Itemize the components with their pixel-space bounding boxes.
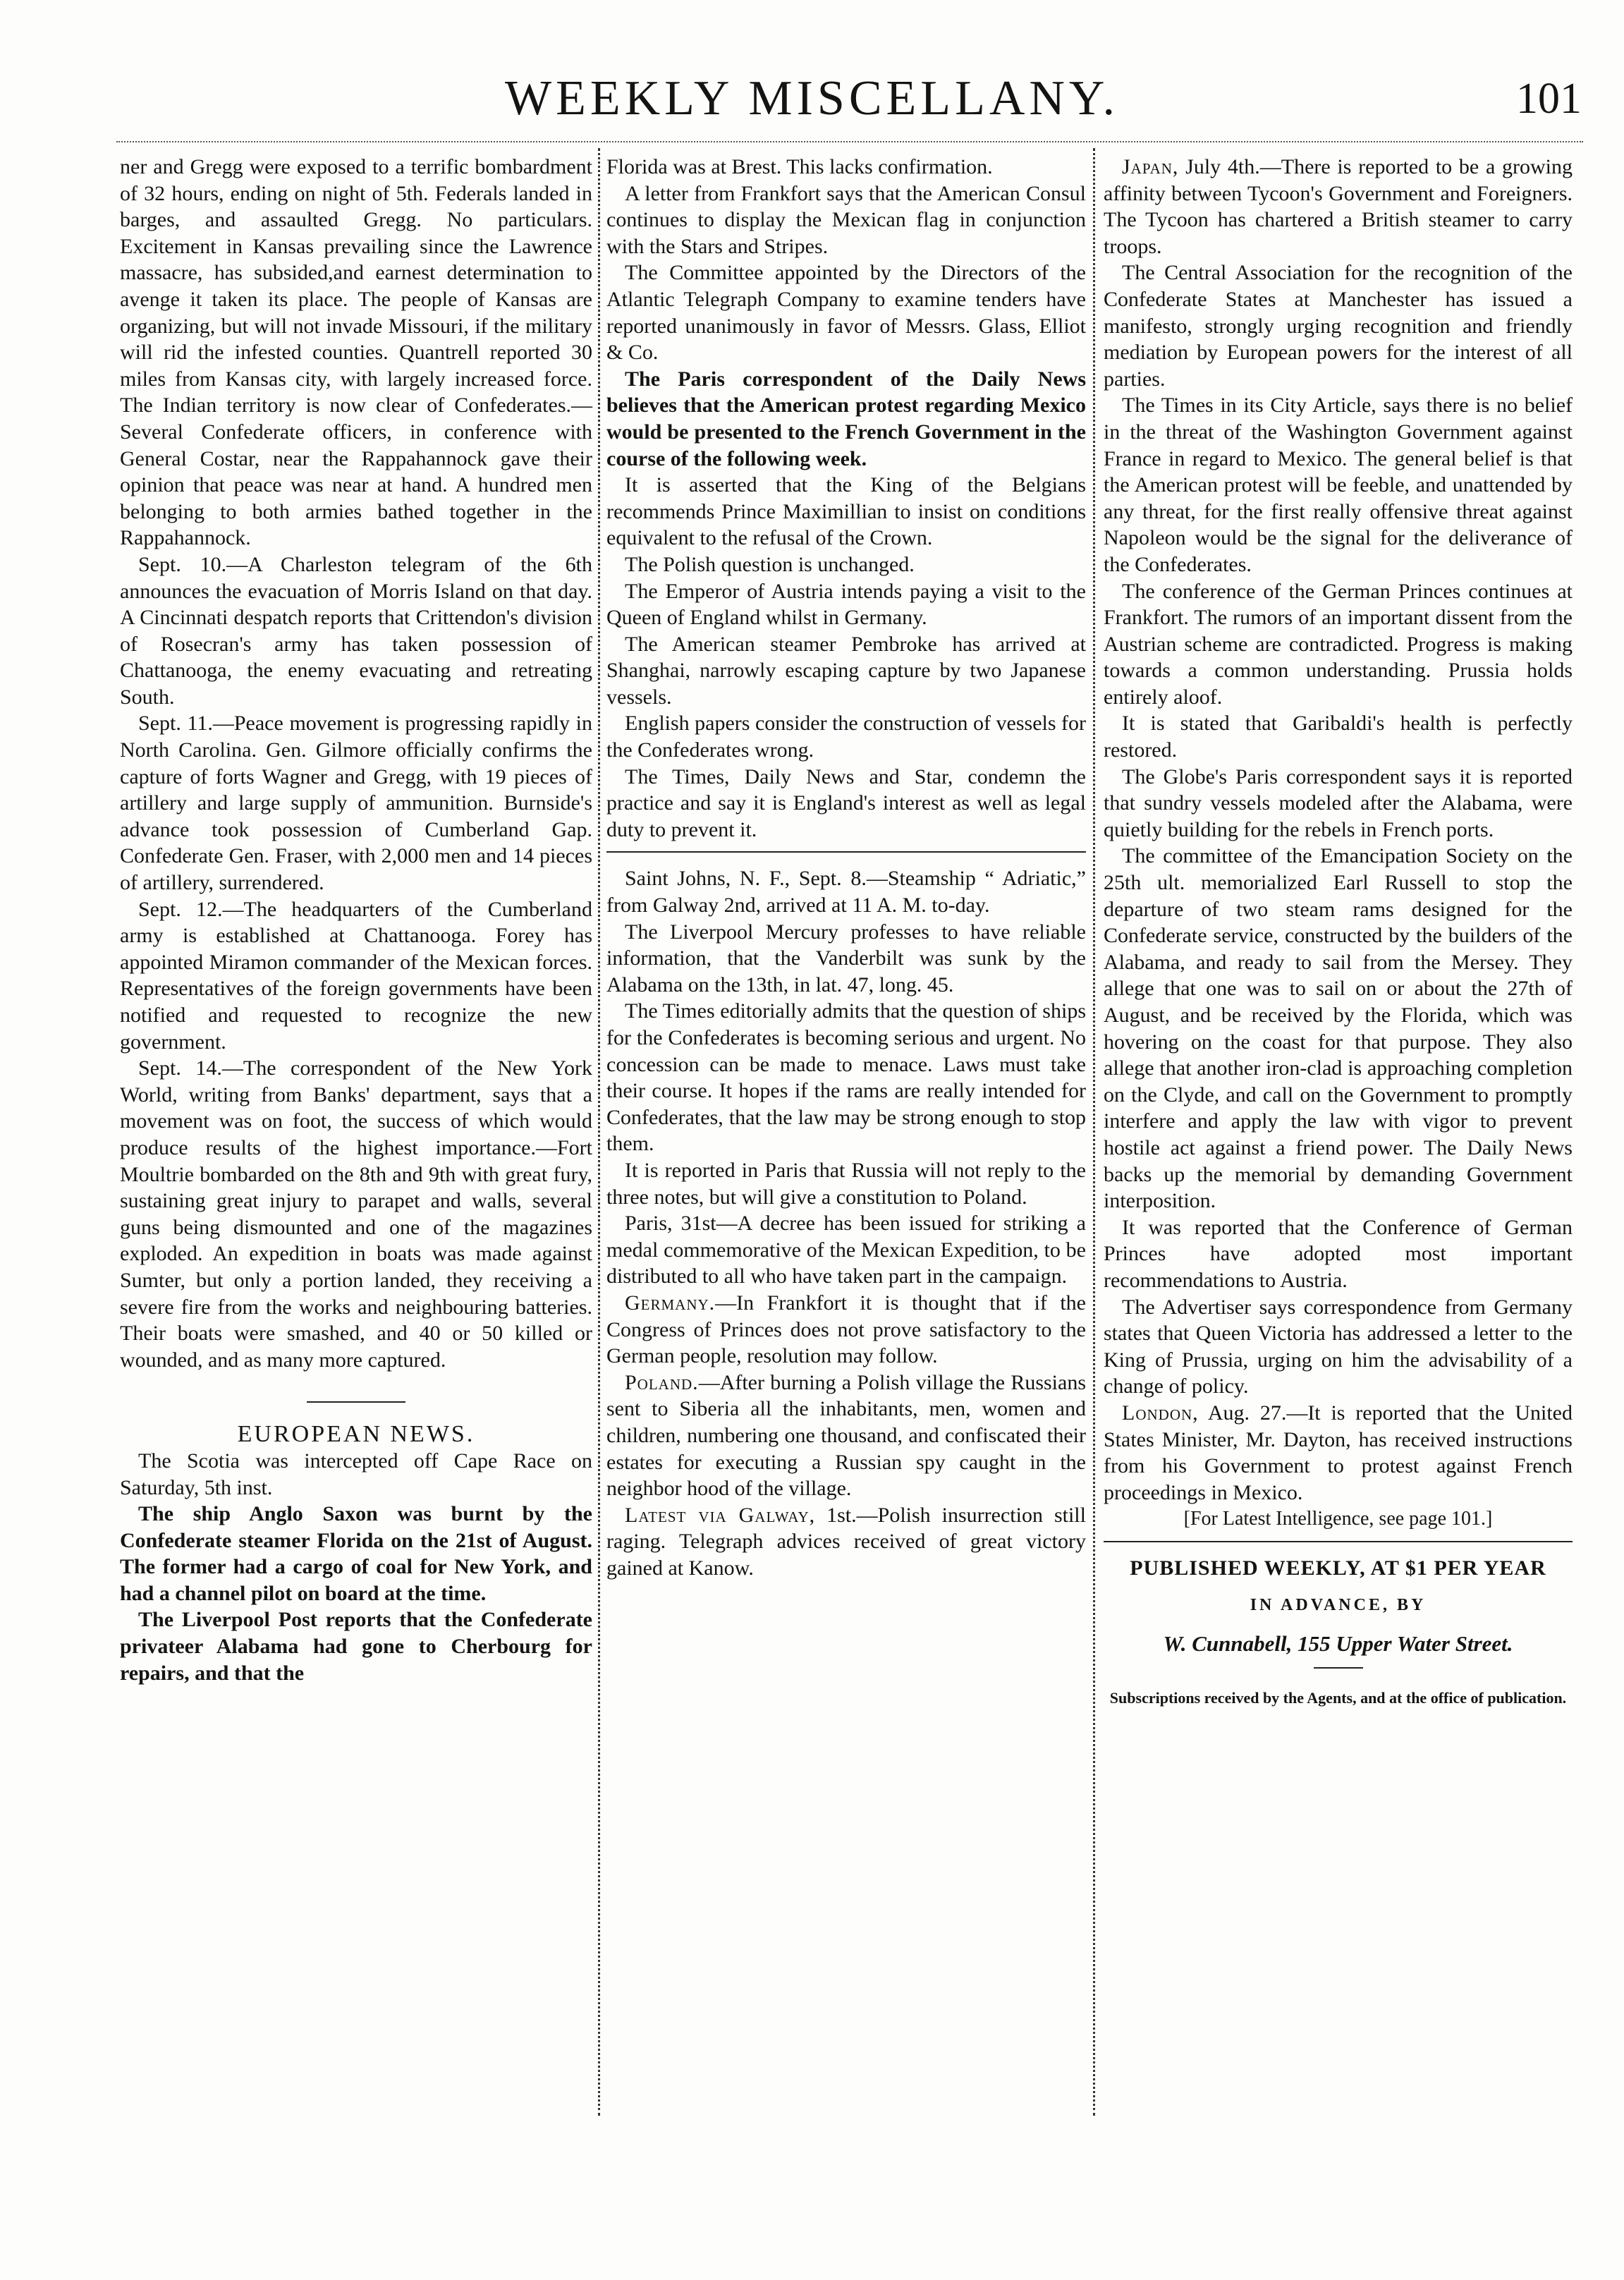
dateline: Japan,	[1122, 155, 1179, 178]
publication-advance: IN ADVANCE, BY	[1250, 1596, 1427, 1615]
divider	[1314, 1667, 1363, 1669]
paragraph-body: 1st.—Polish insurrection still raging. Telegraph advices received of great victory gained at Kanow.	[606, 1503, 1086, 1580]
dateline: Latest via Galway,	[625, 1503, 816, 1527]
paragraph: It is stated that Garibaldi's health is perfectly restored.	[1104, 712, 1573, 762]
paragraph	[606, 1290, 1086, 1370]
section-divider	[307, 1401, 405, 1403]
paragraph: English papers consider the construction of vessels for the Confederates wrong.	[606, 712, 1087, 762]
paragraph: The committee of the Emancipation Society on the 25th ult. memorialized Earl Russell to stop the departure of two steam rams designed for the Confederate service, constructed by the builders of the Alabama, and ready to sail from the Mersey. They allege that one was to sail on or about the 27th of August, and be received by the Florida, which was hovering on the coast for that purpose. They also allege that another iron-clad is approaching completion on the Clyde, and call on the Government to promptly interfere and apply the law with vigor to prevent hostile act against a friend power. The Daily News backs up the memorial by demanding Government interposition.	[1104, 844, 1573, 1213]
paragraph: The ship Anglo Saxon was burnt by the Confederate steamer Florida on the 21st of August. The former had a cargo of coal for New York, and had a channel pilot on board at the time.	[120, 1502, 592, 1605]
paragraph: The Globe's Paris correspondent says it is reported that sundry vessels modeled after the Alabama, were quietly building for the rebels in French ports.	[1104, 764, 1573, 841]
paragraph: Paris, 31st—A decree has been issued for striking a medal commemorative of the Mexican Expedition, to be distributed to all who have taken part in the campaign.	[606, 1212, 1086, 1288]
paragraph: Sept. 11.—Peace movement is progressing rapidly in North Carolina. Gen. Gilmore officially confirms the capture of forts Wagner and Gregg, with 19 pieces of artillery and large supply of ammunition. Burnside's advance took possession of Cumberland Gap. Confederate Gen. Fraser, with 2,000 men and 14 pieces of artillery, surrendered.	[120, 712, 592, 895]
paragraph: It is asserted that the King of the Belgians recommends Prince Maximillian to insist on conditions equivalent to the refusal of the Crown.	[606, 473, 1086, 550]
section-heading: EUROPEAN NEWS.	[237, 1421, 475, 1448]
paragraph: The Liverpool Mercury professes to have reliable information, that the Vanderbilt was sunk by the Alabama on the 13th, in lat. 47, long. 45.	[606, 920, 1086, 996]
paragraph: The Committee appointed by the Directors of the Atlantic Telegraph Company to examine tenders have reported unanimously in favor of Messrs. Glass, Elliot & Co.	[606, 261, 1086, 365]
dateline: London,	[1122, 1401, 1199, 1425]
paragraph: Saint Johns, N. F., Sept. 8.—Steamship “ Adriatic,” from Galway 2nd, arrived at 11 A. M. to-day.	[606, 867, 1086, 918]
paragraph: Sept. 14.—The correspondent of the New York World, writing from Banks' department, says that a movement was on foot, the success of which would produce results of the highest importance.—Fort Moultrie bombarded on the 8th and 9th with great fury, sustaining great injury to parapet and walls, several guns being dismounted and one of the magazines exploded. An expedition in boats was made against Sumter, but only a portion landed, they receiving a severe fire from the works and neighbouring batteries. Their boats were smashed, and 40 or 50 killed or wounded, and as many more captured.	[120, 1056, 592, 1372]
divider	[606, 851, 1086, 853]
paragraph: The conference of the German Princes continues at Frankfort. The rumors of an important dissent from the Austrian scheme are contradicted. Progress is making towards a common understanding. Prussia holds entirely aloof.	[1104, 579, 1573, 709]
masthead	[0, 67, 1624, 145]
paragraph: Sept. 12.—The headquarters of the Cumberland army is established at Chattanooga. Forey has appointed Miramon commander of the Mexican forces. Representatives of the foreign governments have been notified and requested to recognize the new government.	[120, 897, 592, 1054]
divider	[1104, 1541, 1573, 1542]
publisher-address: W. Cunnabell, 155 Upper Water Street.	[1163, 1631, 1513, 1657]
paragraph-body: —In Frankfort it is thought that if the Congress of Princes does not prove satisfactory to the German people, resolution may follow.	[606, 1291, 1086, 1368]
paragraph: The American steamer Pembroke has arrived at Shanghai, narrowly escaping capture by two Japanese vessels.	[606, 632, 1086, 709]
column-divider-1	[598, 148, 600, 2116]
paragraph: It is reported in Paris that Russia will not reply to the three notes, but will give a constitution to Poland.	[606, 1158, 1086, 1209]
subscription-note: Subscriptions received by the Agents, and at the office of publication.	[1109, 1688, 1567, 1707]
paragraph: ner and Gregg were exposed to a terrific bombardment of 32 hours, ending on night of 5th. Federals landed in barges, and assaulted Gregg. No particulars. Excitement in Kansas prevailing since the Lawrence massacre, has subsided,and earnest determination to avenge it taken its place. The people of Kansas are organizing, but will not invade Missouri, if the military will rid the infested counties. Quantrell reported 30 miles from Kansas city, with largely increased force. The Indian territory is now clear of Confederates.—Several Confederate officers, in conference with General Costar, near the Rappahannock gave their opinion that peace was near at hand. A hundred men belonging to both armies bathed together in the Rappahannock.	[120, 155, 592, 550]
paragraph: The Paris correspondent of the Daily News believes that the American protest regarding Mexico would be presented to the French Government in the course of the following week.	[606, 367, 1086, 470]
paragraph-body: July 4th.—There is reported to be a growing affinity between Tycoon's Government and Foreigners. The Tycoon has chartered a British steamer to carry troops.	[1104, 155, 1573, 258]
paragraph: The Emperor of Austria intends paying a visit to the Queen of England whilst in Germany.	[606, 579, 1086, 630]
paragraph: Florida was at Brest. This lacks confirmation.	[606, 155, 993, 178]
paragraph: The Advertiser says correspondence from Germany states that Queen Victoria has addressed a letter to the King of Prussia, urging on him the advisability of a change of policy.	[1104, 1295, 1573, 1398]
header-rule	[116, 141, 1583, 142]
dateline: Germany.	[625, 1291, 716, 1315]
paragraph: The Times, Daily News and Star, condemn the practice and say it is England's interest as well as legal duty to prevent it.	[606, 764, 1086, 841]
dateline: Poland.	[625, 1370, 699, 1394]
column-1	[120, 154, 592, 1686]
latest-intelligence-note: [For Latest Intelligence, see page 101.]	[1183, 1508, 1493, 1530]
paragraph: The Scotia was intercepted off Cape Race on Saturday, 5th inst.	[120, 1449, 592, 1499]
publication-notice	[1104, 1555, 1573, 1708]
column-3	[1104, 154, 1573, 1708]
paragraph: The Polish question is unchanged.	[625, 552, 915, 576]
paragraph: A letter from Frankfort says that the American Consul continues to display the Mexican flag in conjunction with the Stars and Stripes.	[606, 181, 1086, 258]
paragraph: The Times in its City Article, says there is no belief in the threat of the Washington Government against France in regard to Mexico. The general belief is that the American protest will be feeble, and unattended by any threat, for the first really offensive threat against Napoleon would be the signal for the deliverance of the Confederates.	[1104, 394, 1573, 576]
page-number: 101	[1516, 75, 1582, 123]
paragraph	[1104, 1400, 1573, 1506]
paragraph: It was reported that the Conference of German Princes have adopted most important recommendations to Austria.	[1104, 1215, 1573, 1292]
column-divider-2	[1093, 148, 1095, 2116]
paragraph: The Liverpool Post reports that the Confederate privateer Alabama had gone to Cherbourg for repairs, and that the	[120, 1608, 592, 1685]
paragraph-body: Aug. 27.—It is reported that the United States Minister, Mr. Dayton, has received instructions from his Government to protest against French proceedings in Mexico.	[1104, 1401, 1573, 1504]
column-2	[606, 154, 1086, 1581]
publication-terms: PUBLISHED WEEKLY, AT $1 PER YEAR	[1130, 1556, 1546, 1580]
paragraph	[1104, 154, 1573, 260]
page-title: WEEKLY MISCELLANY.	[505, 71, 1119, 126]
paragraph	[606, 1370, 1086, 1502]
paragraph-body: —After burning a Polish village the Russians sent to Siberia all the inhabitants, men, women and children, numbering one thousand, and confiscated their estates for executing a Russian spy caught in the neighbor hood of the village.	[606, 1370, 1086, 1501]
paragraph: Sept. 10.—A Charleston telegram of the 6th announces the evacuation of Morris Island on that day. A Cincinnati despatch reports that Crittendon's division of Rosecran's army has taken possession of Chattanooga, the enemy evacuating and retreating South.	[120, 552, 592, 709]
paragraph: The Central Association for the recognition of the Confederate States at Manchester has issued a manifesto, strongly urging recognition and friendly mediation by European powers for the interest of all parties.	[1104, 261, 1573, 391]
paragraph	[606, 1502, 1086, 1582]
paragraph: The Times editorially admits that the question of ships for the Confederates is becoming serious and urgent. No concession can be made to menace. Laws must take their course. It hopes if the rams are really intended for Confederates, that the law may be strong enough to stop them.	[606, 999, 1086, 1156]
